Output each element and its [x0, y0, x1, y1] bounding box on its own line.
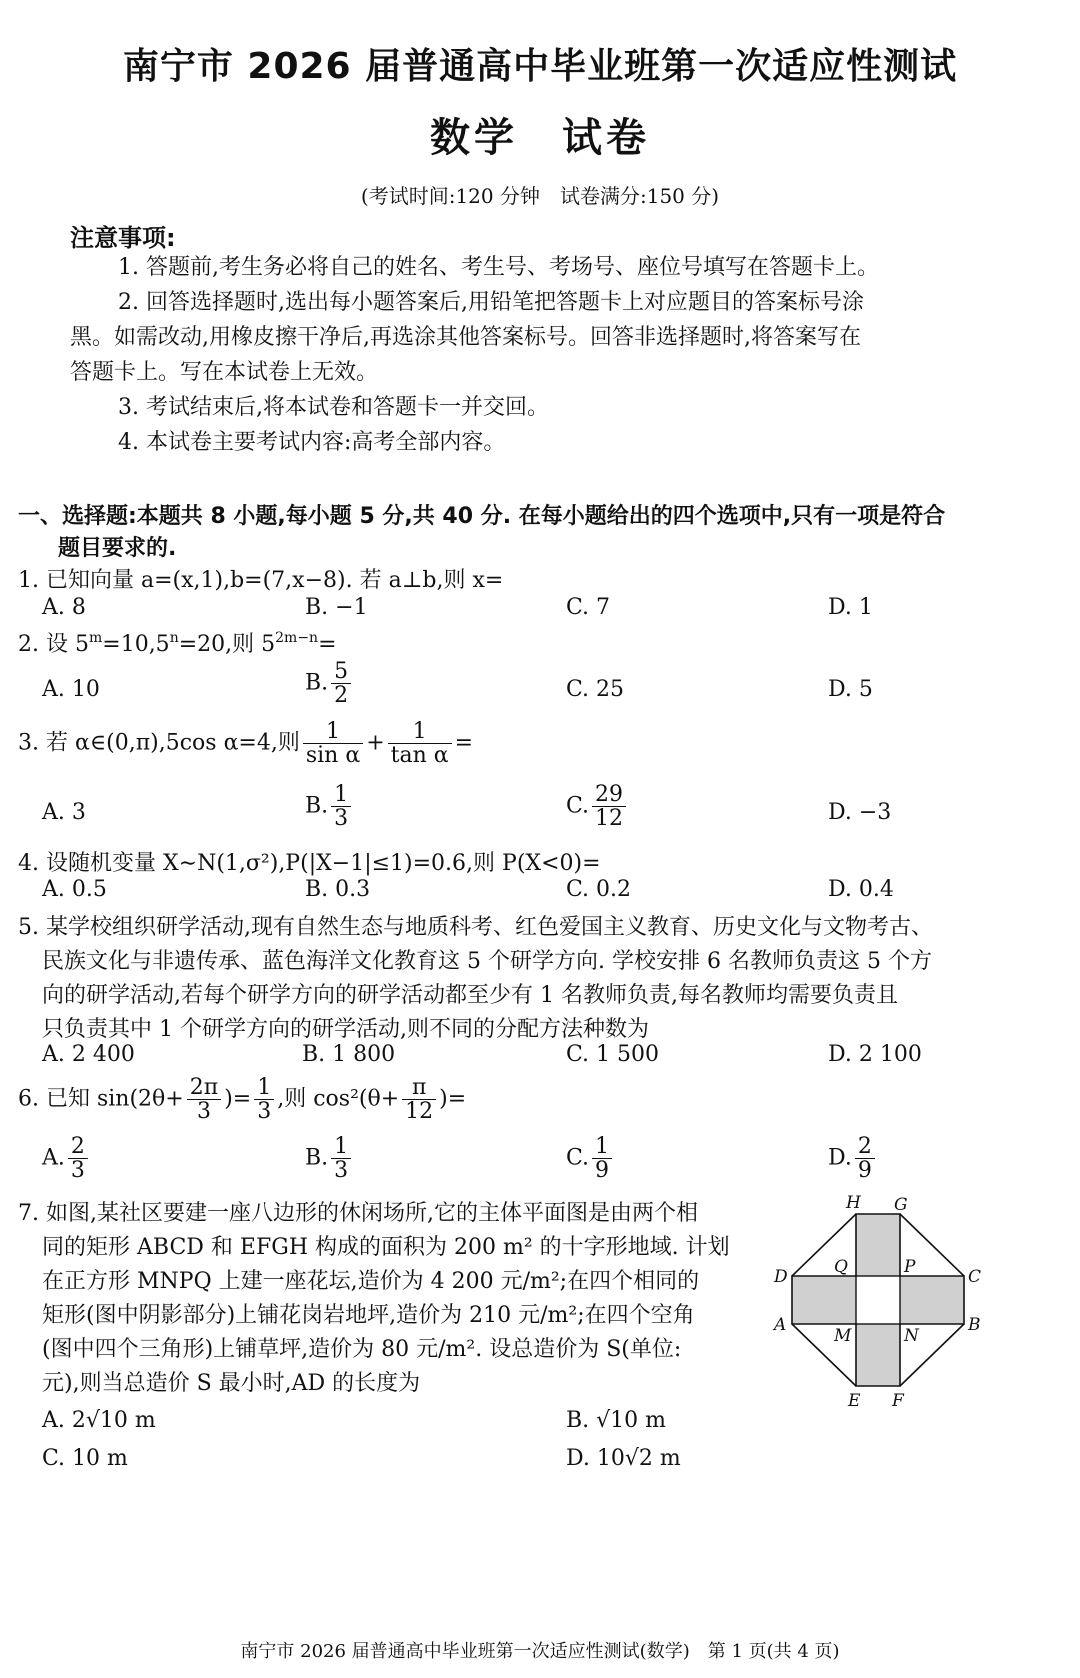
question-5-option-b: B. 1 800 [302, 1042, 396, 1067]
question-6-stem: 6. 已知 sin(2θ+ $\frac{2\pi}{3}$ )= $\frac{1}{3}$ ,则 cos²(θ+ $\frac{\pi}{12}$ )= [18, 1075, 467, 1125]
label-h: H [846, 1193, 861, 1213]
label-m: M [834, 1326, 852, 1346]
exam-title: 南宁市 2026 届普通高中毕业班第一次适应性测试 [122, 46, 958, 87]
question-2-option-c: C. 25 [566, 677, 625, 702]
question-2-option-b: B. $\frac{5}{2}$ [305, 660, 354, 707]
question-6-option-b: B. $\frac{1}{3}$ [305, 1135, 354, 1182]
notice-title: 注意事项: [70, 224, 176, 252]
label-c: C [968, 1267, 982, 1287]
question-7-line-4: 矩形(图中阴影部分)上铺花岗岩地坪,造价为 210 元/m²;在四个空角 [42, 1303, 695, 1328]
question-3-stem: 3. 若 α∈(0,π),5cos α=4,则 $\frac{1}{\text{sin α}}$ + $\frac{1}{\text{tan α}}$ = [18, 719, 474, 769]
question-6-option-a: A. $\frac{2}{3}$ [42, 1135, 91, 1182]
question-7-line-2: 同的矩形 ABCD 和 EFGH 构成的面积为 200 m² 的十字形地域. 计划 [42, 1235, 730, 1260]
question-2-option-d: D. 5 [828, 677, 873, 702]
question-7-option-c: C. 10 m [42, 1446, 128, 1471]
question-7-option-b: B. √10 m [566, 1408, 667, 1433]
shaded-rect-top [856, 1214, 900, 1276]
shaded-rect-left [792, 1276, 856, 1324]
question-2-stem: 2. 设 $5^m=10,5^n=20$,则 $5^{2m-n}=$ [18, 630, 337, 657]
question-6-option-c: C. $\frac{1}{9}$ [566, 1135, 615, 1182]
question-1-option-c: C. 7 [566, 595, 611, 620]
notice-item-2-line-3: 答题卡上。写在本试卷上无效。 [70, 360, 379, 385]
question-7-line-1: 7. 如图,某社区要建一座八边形的休闲场所,它的主体平面图是由两个相 [18, 1201, 698, 1226]
question-3-option-b: B. $\frac{1}{3}$ [305, 783, 354, 830]
label-n: N [904, 1326, 919, 1346]
question-4-option-b: B. 0.3 [305, 877, 371, 902]
question-4-stem: 4. 设随机变量 X∼N(1,σ²),P(|X−1|≤1)=0.6,则 P(X<0)= [18, 851, 601, 876]
question-6-option-d: D. $\frac{2}{9}$ [828, 1135, 878, 1182]
inner-square [856, 1276, 900, 1324]
section-1-heading-line-2: 题目要求的. [58, 536, 177, 561]
label-e: E [848, 1391, 861, 1411]
label-a: A [774, 1315, 787, 1335]
label-b: B [968, 1315, 981, 1335]
question-5-option-d: D. 2 100 [828, 1042, 922, 1067]
question-3-option-c: C. $\frac{29}{12}$ [566, 783, 629, 830]
shaded-rect-bottom [856, 1324, 900, 1386]
question-7-line-3: 在正方形 MNPQ 上建一座花坛,造价为 4 200 元/m²;在四个相同的 [42, 1269, 700, 1294]
question-5-option-a: A. 2 400 [42, 1042, 135, 1067]
question-4-option-d: D. 0.4 [828, 877, 894, 902]
question-1-option-a: A. 8 [42, 595, 86, 620]
octagon-figure [770, 1192, 1000, 1432]
question-7-option-d: D. 10√2 m [566, 1446, 681, 1471]
question-7-line-6: 元),则当总造价 S 最小时,AD 的长度为 [42, 1371, 421, 1396]
label-f: F [892, 1391, 904, 1411]
label-d: D [774, 1267, 788, 1287]
question-2-option-a: A. 10 [42, 677, 100, 702]
notice-item-3: 3. 考试结束后,将本试卷和答题卡一并交回。 [118, 395, 549, 420]
notice-item-2-line-2: 黑。如需改动,用橡皮擦干净后,再选涂其他答案标号。回答非选择题时,将答案写在 [70, 325, 861, 350]
question-1-option-b: B. −1 [305, 595, 368, 620]
question-1-stem: 1. 已知向量 a=(x,1),b=(7,x−8). 若 a⊥b,则 x= [18, 568, 504, 593]
question-5-line-1: 5. 某学校组织研学活动,现有自然生态与地质科考、红色爱国主义教育、历史文化与文物考古、 [18, 915, 933, 940]
page-footer: 南宁市 2026 届普通高中毕业班第一次适应性测试(数学) 第 1 页(共 4 页) [240, 1641, 840, 1662]
label-p: P [904, 1257, 916, 1277]
question-7-line-5: (图中四个三角形)上铺草坪,造价为 80 元/m². 设总造价为 S(单位: [42, 1337, 682, 1362]
shaded-rect-right [900, 1276, 964, 1324]
question-5-option-c: C. 1 500 [566, 1042, 660, 1067]
question-4-option-a: A. 0.5 [42, 877, 107, 902]
section-1-heading: 一、选择题:本题共 8 小题,每小题 5 分,共 40 分. 在每小题给出的四个选项中,只有一项是符合 [18, 504, 946, 529]
question-3-option-a: A. 3 [42, 800, 86, 825]
notice-item-1: 1. 答题前,考生务必将自己的姓名、考生号、考场号、座位号填写在答题卡上。 [118, 255, 879, 280]
label-q: Q [834, 1257, 848, 1277]
question-4-option-c: C. 0.2 [566, 877, 632, 902]
notice-item-4: 4. 本试卷主要考试内容:高考全部内容。 [118, 430, 506, 455]
question-5-line-3: 向的研学活动,若每个研学方向的研学活动都至少有 1 名教师负责,每名教师均需要负责且 [42, 983, 898, 1008]
question-5-line-2: 民族文化与非遗传承、蓝色海洋文化教育这 5 个研学方向. 学校安排 6 名教师负责这 5 个方 [42, 949, 932, 974]
label-g: G [894, 1195, 908, 1215]
question-7-option-a: A. 2√10 m [42, 1408, 156, 1433]
subject-title: 数学 试卷 [430, 115, 650, 161]
question-3-option-d: D. −3 [828, 800, 892, 825]
exam-info: (考试时间:120 分钟 试卷满分:150 分) [360, 184, 720, 208]
question-5-line-4: 只负责其中 1 个研学方向的研学活动,则不同的分配方法种数为 [42, 1017, 649, 1042]
question-1-option-d: D. 1 [828, 595, 873, 620]
notice-item-2-line-1: 2. 回答选择题时,选出每小题答案后,用铅笔把答题卡上对应题目的答案标号涂 [118, 290, 864, 315]
